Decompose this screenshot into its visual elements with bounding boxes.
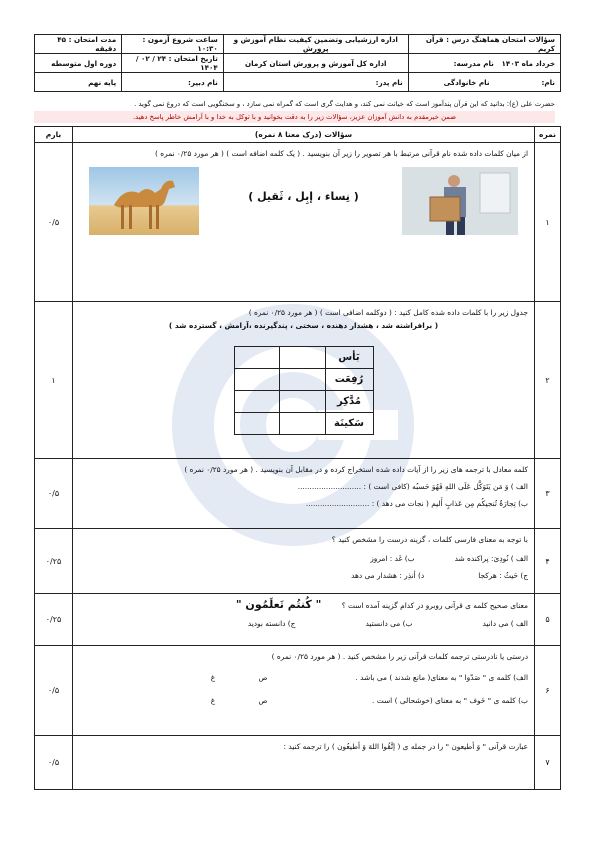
q2-word-table (234, 346, 374, 435)
question-row-4 (35, 529, 561, 594)
question-number: ۵ (535, 594, 561, 646)
q4-options-row-1 (79, 552, 528, 565)
col-header-num: نمره (535, 127, 561, 143)
period: دوره اول متوسطه (35, 54, 122, 73)
camel-image (89, 167, 199, 235)
q6-item-a-text: الف) کلمه ی " صَدّوا " به معنای( مانع شدند ) می باشد . (355, 673, 528, 682)
option-a[interactable]: الف ) می دانید (482, 619, 528, 628)
header-month-school (408, 54, 560, 73)
question-number: ۱ (535, 143, 561, 302)
option-a[interactable]: الف ) نُودِیَ: پراکنده شد (454, 554, 528, 563)
answer-cell[interactable] (280, 369, 326, 391)
false-option[interactable]: غ (210, 696, 216, 705)
question-score: ۰/۲۵ (35, 529, 73, 594)
question-body (73, 529, 535, 594)
exam-header (34, 34, 561, 92)
q2-word-options: ( برافراشته شد ، هشدار دهنده ، سختی ، پندگیرنده ،آرامش ، گسترده شد ) (168, 321, 439, 330)
q5-quranic-word: " کُنتُم تَعلَمُون " (235, 598, 322, 611)
question-number: ۴ (535, 529, 561, 594)
teacher-label: نام دبیر: (122, 73, 224, 92)
col-header-questions: سؤالات (درک معنا ۸ نمره) (73, 127, 535, 143)
office: اداره کل آموزش و پرورش استان کرمان (223, 54, 408, 73)
q3-item-a (79, 480, 528, 493)
question-number: ۶ (535, 646, 561, 736)
true-option[interactable]: ص (258, 673, 268, 682)
note-hadith: حضرت علی (ع): بدانید که این قرآن پندآموز است که خیانت نمی کند، و هدایت گری است که گمراه نمی سازد ، و سخنگویی است که دروغ نمی گوید . (134, 100, 555, 108)
word-cell: بَأس (325, 347, 373, 369)
exam-page (34, 34, 561, 790)
answer-cell[interactable] (234, 347, 280, 369)
question-text: کلمه معادل با ترجمه های زیر را از آیات داده شده استخراج کرده و در مقابل آن بنویسید . ( هر مورد ۰/۲۵ نمره ) (184, 465, 528, 474)
note-welcome: ضمن خیرمقدم به دانش آموزان عزیز، سؤالات زیر را به دقت بخوانید و با توکل به خدا و با آرامش خاطر پاسخ دهید. (34, 111, 555, 123)
question-number: ۷ (535, 736, 561, 790)
word-cell: سَکینَة (325, 413, 373, 435)
question-score: ۰/۵ (35, 143, 73, 302)
question-text: عبارت قرآنی " وَ أطیعون " را در جمله ی ( إتَّقُوا اللهَ وَ أطیعُون ) را ترجمه کنید : (283, 742, 528, 751)
question-body (73, 302, 535, 459)
header-name-family (408, 73, 560, 92)
question-body (73, 459, 535, 529)
false-option[interactable]: غ (210, 673, 216, 682)
grade: پایه نهم (35, 73, 122, 92)
question-text: درستی یا نادرستی ترجمه کلمات قرآنی زیر را مشخص کنید . ( هر مورد ۰/۲۵ نمره ) (271, 652, 528, 661)
question-body (73, 594, 535, 646)
q3-item-b-text: ب) تِجارَةٌ تُنجیکُم مِن عَذابٍ أَلیم ( نجات می دهد ) : (371, 499, 528, 508)
answer-cell[interactable] (280, 391, 326, 413)
question-number: ۲ (535, 302, 561, 459)
answer-blank[interactable]: ........................... (305, 499, 370, 508)
question-text: جدول زیر را با کلمات داده شده کامل کنید : ( دوکلمه اضافی است ) ( هر مورد ۰/۲۵ نمره ) (248, 308, 528, 317)
questions-table (34, 126, 561, 790)
exam-title: سؤالات امتحان هماهنگ درس : قرآن کریم (408, 35, 560, 54)
question-row-2 (35, 302, 561, 459)
question-body (73, 736, 535, 790)
question-row-3 (35, 459, 561, 529)
q3-item-a-text: الف ) وَ مَن یَتَوَکَّل عَلَی اللهِ فَهُوَ حَسبُه (کافی است ) : (363, 482, 528, 491)
question-text: از میان کلمات داده شده نام قرآنی مرتبط با هر تصویر را زیر آن بنویسید . ( یک کلمه اضافه است ) ( هر مورد ۰/۲۵ نمره ) (155, 149, 528, 158)
question-score: ۰/۵ (35, 646, 73, 736)
exam-notes (34, 98, 561, 123)
q5-options-row (79, 617, 528, 630)
question-score: ۱ (35, 302, 73, 459)
q6-item-b (79, 694, 528, 707)
question-row-7 (35, 736, 561, 790)
question-row-5 (35, 594, 561, 646)
question-row-1 (35, 143, 561, 302)
father-label: نام پدر: (223, 73, 408, 92)
name-label: نام: (541, 77, 555, 87)
family-label: نام خانوادگی (443, 77, 490, 87)
question-score: ۰/۲۵ (35, 594, 73, 646)
true-option[interactable]: ص (258, 696, 268, 705)
word-cell: مُدَّکِر (325, 391, 373, 413)
school-label: نام مدرسه: (453, 58, 494, 68)
q6-item-b-text: ب) کلمه ی " خَوف " به معنای (خوشحالی ) است . (372, 696, 528, 705)
question-body (73, 143, 535, 302)
question-row-6 (35, 646, 561, 736)
q1-word-options: ( نِساء ، إبِل ، ثَقیل ) (248, 190, 359, 203)
option-b[interactable]: ب) می دانستید (365, 619, 413, 628)
month: خرداد ماه ۱۴۰۳ (501, 58, 555, 68)
question-text: با توجه به معنای فارسی کلمات ، گزینه درست را مشخص کنید ؟ (331, 535, 528, 544)
q3-item-b (79, 497, 528, 510)
answer-cell[interactable] (234, 413, 280, 435)
man-carrying-box-image (402, 167, 518, 235)
question-text: معنای صحیح کلمه ی قرآنی روبرو در کدام گزینه آمده است ؟ (341, 601, 528, 610)
duration: مدت امتحان : ۴۵ دقیقه (35, 35, 122, 54)
option-d[interactable]: د) أنذِر : هشدار می دهد (351, 571, 425, 580)
q6-item-a (79, 671, 528, 684)
question-body (73, 646, 535, 736)
answer-blank[interactable]: ........................... (297, 482, 362, 491)
question-score: ۰/۵ (35, 736, 73, 790)
answer-cell[interactable] (280, 413, 326, 435)
q5-question-line (79, 598, 528, 612)
exam-date: تاریخ امتحان : ۲۴ / ۰۲ /۱۴۰۴ (122, 54, 224, 73)
answer-cell[interactable] (234, 369, 280, 391)
option-c[interactable]: ج) حَیثُ : هرکجا (478, 571, 528, 580)
word-cell: رُفِعَت (325, 369, 373, 391)
q4-options-row-2 (79, 569, 528, 582)
option-c[interactable]: ج) دانسته بودید (247, 619, 296, 628)
question-score: ۰/۵ (35, 459, 73, 529)
department: اداره ارزشیابی وتضمین کیفیت نظام آموزش و پرورش (223, 35, 408, 54)
col-header-score: بارم (35, 127, 73, 143)
start-time: ساعت شروع آزمون : ۱۰:۳۰ (122, 35, 224, 54)
question-number: ۳ (535, 459, 561, 529)
answer-cell[interactable] (234, 391, 280, 413)
option-b[interactable]: ب) غَد : امروز (370, 554, 415, 563)
answer-cell[interactable] (280, 347, 326, 369)
